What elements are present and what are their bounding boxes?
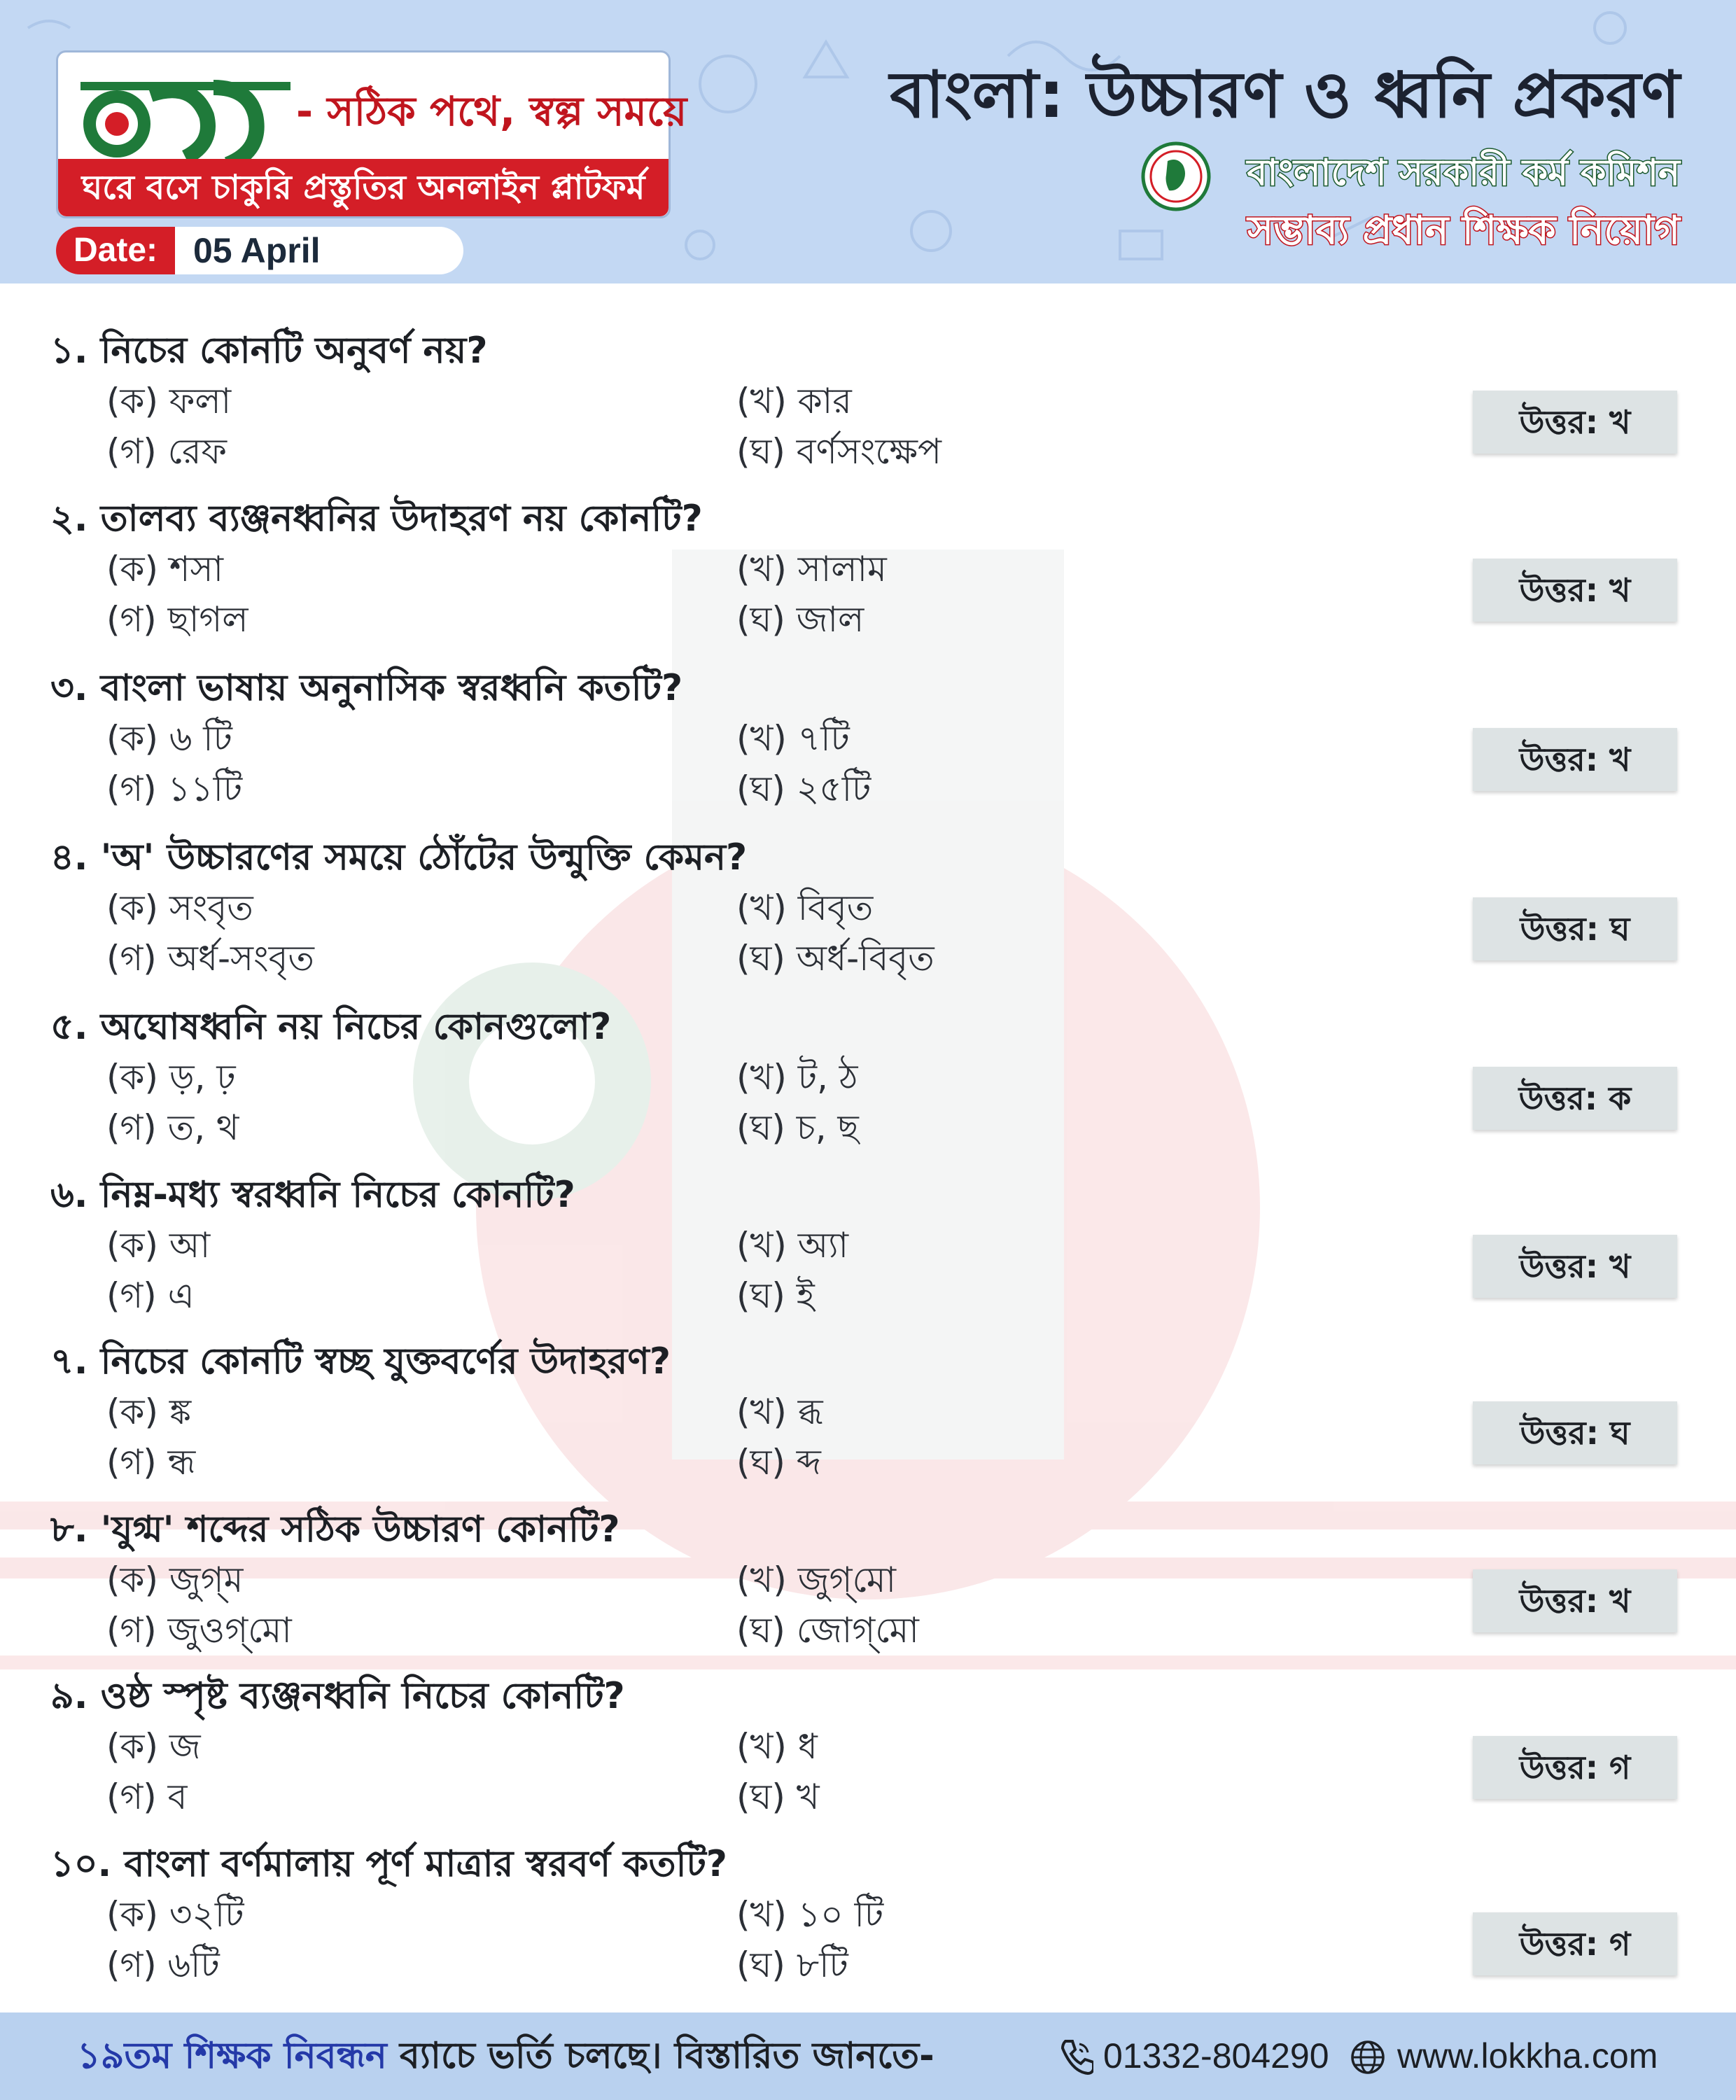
option-ga: (গ) ৬টি <box>106 1945 220 1985</box>
option-ka: (ক) জুগ্‌ম <box>106 1560 244 1600</box>
question-text: ৫. অঘোষধ্বনি নয় নিচের কোনগুলো? <box>50 1006 612 1048</box>
question-text: ৩. বাংলা ভাষায় অনুনাসিক স্বরধ্বনি কতটি? <box>50 667 683 709</box>
question-text: ৮. 'যুগ্ম' শব্দের সঠিক উচ্চারণ কোনটি? <box>50 1508 620 1550</box>
recruitment-subtitle: সম্ভাব্য প্রধান শিক্ষক নিয়োগ <box>1247 208 1680 253</box>
question-4 <box>50 829 1688 997</box>
question-2 <box>50 490 1688 658</box>
question-5 <box>50 998 1688 1166</box>
option-ga: (গ) রেফ <box>106 431 227 472</box>
option-ga: (গ) অর্ধ-সংবৃত <box>106 938 314 979</box>
question-7 <box>50 1333 1688 1501</box>
question-6 <box>50 1166 1688 1334</box>
option-gha: (ঘ) বর্ণসংক্ষেপ <box>736 431 941 472</box>
option-gha: (ঘ) খ <box>736 1777 820 1817</box>
question-text: ৯. ওষ্ঠ স্পৃষ্ট ব্যঞ্জনধ্বনি নিচের কোনটি? <box>50 1675 625 1717</box>
lokkha-logo-icon <box>74 66 298 172</box>
option-ga: (গ) ন্ধ <box>106 1442 196 1483</box>
commission-name: বাংলাদেশ সরকারী কর্ম কমিশন <box>1247 152 1680 194</box>
option-gha: (ঘ) অর্ধ-বিবৃত <box>736 938 934 979</box>
option-ka: (ক) জ <box>106 1726 201 1767</box>
phone-icon <box>1057 2038 1093 2075</box>
option-ga: (গ) জুওগ্‌মো <box>106 1610 292 1651</box>
option-ga: (গ) ত, থ <box>106 1107 239 1148</box>
option-gha: (ঘ) ৮টি <box>736 1945 848 1985</box>
option-kha: (খ) ব্ধ <box>736 1392 823 1432</box>
option-ka: (ক) আ <box>106 1225 211 1266</box>
promo-highlight: ১৯তম শিক্ষক নিবন্ধন <box>77 2035 387 2077</box>
answer-badge: উত্তর: ক <box>1473 1067 1677 1130</box>
answer-badge: উত্তর: গ <box>1473 1736 1677 1799</box>
question-3 <box>50 659 1688 827</box>
brand-tagline: - সঠিক পথে, স্বল্প সময়ে <box>296 88 687 135</box>
answer-badge: উত্তর: ঘ <box>1473 897 1677 960</box>
option-kha: (খ) অ্যা <box>736 1225 849 1266</box>
option-ga: (গ) ১১টি <box>106 769 243 809</box>
question-8 <box>50 1501 1688 1669</box>
date-badge <box>56 227 463 274</box>
option-ga: (গ) ছাগল <box>106 599 248 640</box>
question-text: ৭. নিচের কোনটি স্বচ্ছ যুক্তবর্ণের উদাহরণ? <box>50 1340 671 1382</box>
page-footer <box>0 2012 1736 2100</box>
option-ka: (ক) ৩২টি <box>106 1894 244 1935</box>
answer-badge: উত্তর: খ <box>1473 391 1677 454</box>
question-text: ১. নিচের কোনটি অনুবর্ণ নয়? <box>50 330 488 372</box>
website-link[interactable]: www.lokkha.com <box>1397 2036 1658 2076</box>
option-gha: (ঘ) ২৫টি <box>736 769 872 809</box>
date-value: 05 April <box>193 231 321 270</box>
question-text: ৪. 'অ' উচ্চারণের সময়ে ঠোঁটের উন্মুক্তি কেমন? <box>50 836 748 878</box>
option-gha: (ঘ) ব্দ <box>736 1442 821 1483</box>
option-ka: (ক) শসা <box>106 549 224 589</box>
option-gha: (ঘ) জোগ্‌মো <box>736 1610 919 1651</box>
answer-badge: উত্তর: ঘ <box>1473 1401 1677 1464</box>
option-kha: (খ) ধ <box>736 1726 818 1767</box>
option-ka: (ক) ঙ্ক <box>106 1392 192 1432</box>
option-ka: (ক) ৬ টি <box>106 718 232 759</box>
option-kha: (খ) কার <box>736 381 852 421</box>
globe-icon <box>1350 2039 1386 2076</box>
option-kha: (খ) ট, ঠ <box>736 1057 858 1098</box>
footer-promo <box>77 2012 934 2100</box>
option-ga: (গ) ব <box>106 1777 188 1817</box>
government-seal-icon <box>1141 141 1211 211</box>
page-header <box>0 0 1736 284</box>
platform-banner: ঘরে বসে চাকুরি প্রস্তুতির অনলাইন প্লাটফর্ম <box>58 159 668 216</box>
answer-badge: উত্তর: খ <box>1473 1235 1677 1298</box>
option-ka: (ক) ড়, ঢ় <box>106 1057 236 1098</box>
question-9 <box>50 1667 1688 1835</box>
phone-number[interactable]: 01332-804290 <box>1103 2036 1329 2076</box>
question-10 <box>50 1835 1688 2003</box>
option-gha: (ঘ) চ, ছ <box>736 1107 859 1148</box>
option-gha: (ঘ) ই <box>736 1275 815 1316</box>
answer-badge: উত্তর: খ <box>1473 1569 1677 1632</box>
option-kha: (খ) ৭টি <box>736 718 850 759</box>
option-kha: (খ) জুগ্‌মো <box>736 1560 896 1600</box>
option-ga: (গ) এ <box>106 1275 195 1316</box>
brand-logo-card <box>56 50 687 218</box>
option-kha: (খ) সালাম <box>736 549 887 589</box>
answer-badge: উত্তর: খ <box>1473 728 1677 791</box>
page-title: বাংলা: উচ্চারণ ও ধ্বনি প্রকরণ <box>890 57 1680 132</box>
option-ka: (ক) সংবৃত <box>106 888 253 928</box>
date-label: Date: <box>56 227 175 274</box>
question-text: ১০. বাংলা বর্ণমালায় পূর্ণ মাত্রার স্বরবর্ণ কতটি? <box>50 1843 727 1885</box>
promo-text: ব্যাচে ভর্তি চলছে। বিস্তারিত জানতে- <box>386 2035 934 2077</box>
question-1 <box>50 322 1688 490</box>
question-text: ২. তালব্য ব্যঞ্জনধ্বনির উদাহরণ নয় কোনটি? <box>50 498 703 540</box>
answer-badge: উত্তর: খ <box>1473 559 1677 622</box>
option-kha: (খ) বিবৃত <box>736 888 874 928</box>
option-gha: (ঘ) জাল <box>736 599 864 640</box>
option-kha: (খ) ১০ টি <box>736 1894 884 1935</box>
answer-badge: উত্তর: গ <box>1473 1912 1677 1975</box>
question-text: ৬. নিম্ন-মধ্য স্বরধ্বনি নিচের কোনটি? <box>50 1174 575 1216</box>
option-ka: (ক) ফলা <box>106 381 232 421</box>
